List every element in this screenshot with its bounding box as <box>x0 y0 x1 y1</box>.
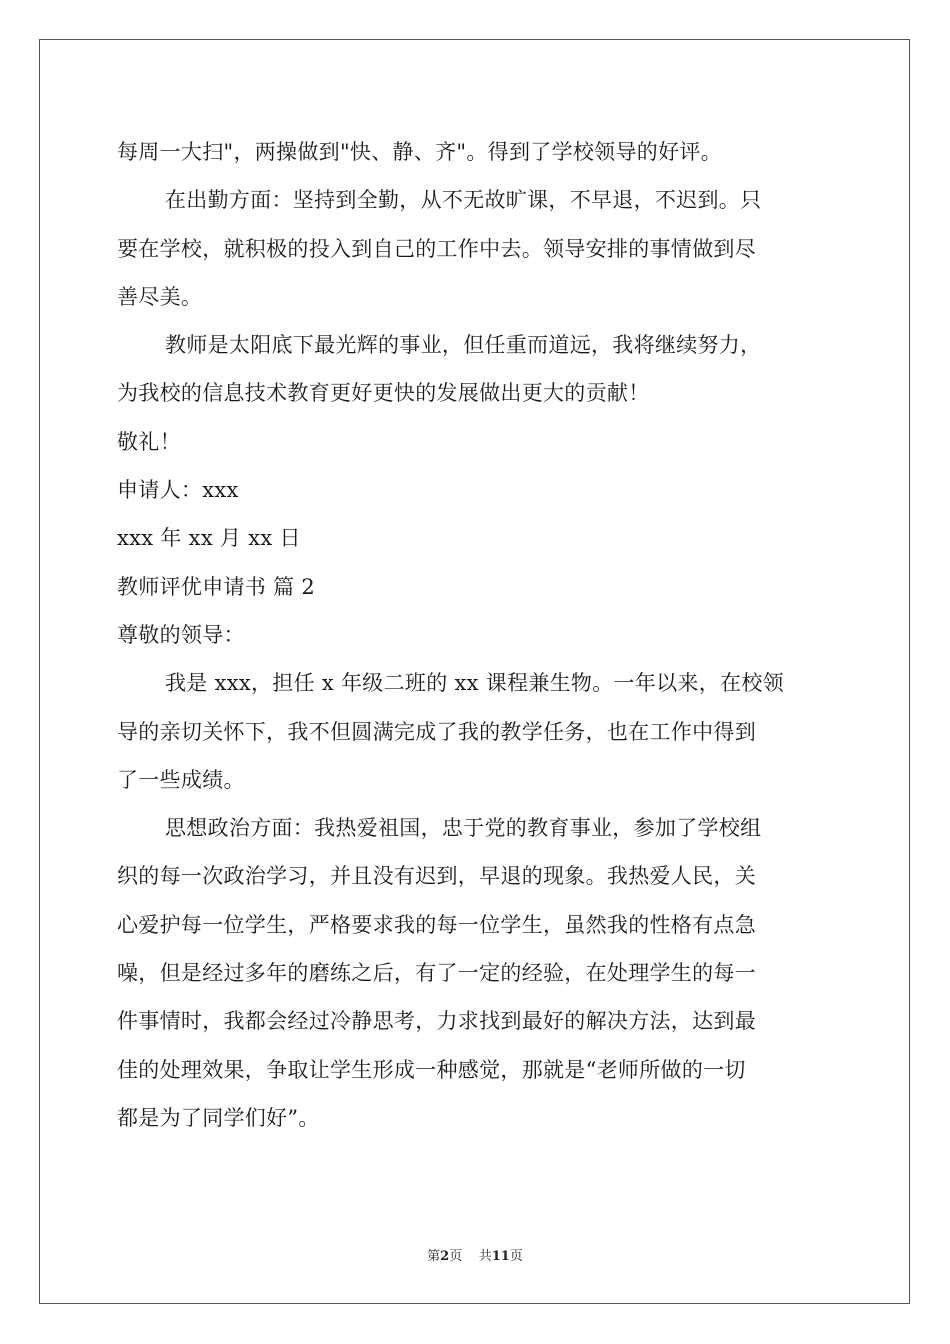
text-line: 在出勤方面：坚持到全勤，从不无故旷课，不早退，不迟到。只 <box>165 188 762 213</box>
document-body <box>117 128 833 1142</box>
page-footer <box>0 1245 950 1264</box>
text-line: 织的每一次政治学习，并且没有迟到，早退的现象。我热爱人民，关 <box>117 864 756 889</box>
text-line: 教师是太阳底下最光辉的事业，但任重而道远，我将继续努力， <box>165 333 762 358</box>
text-line: 要在学校，就积极的投入到自己的工作中去。领导安排的事情做到尽 <box>117 236 756 261</box>
section-title: 教师评优申请书 篇 2 <box>117 574 316 599</box>
applicant-line: 申请人：xxx <box>117 478 239 503</box>
text-line: 都是为了同学们好”。 <box>117 1105 320 1130</box>
page-suffix: 页 <box>449 1249 463 1264</box>
text-line: 了一些成绩。 <box>117 767 245 792</box>
salutation-closing: 敬礼！ <box>117 429 181 454</box>
text-line: 导的亲切关怀下，我不但圆满完成了我的教学任务，也在工作中得到 <box>117 719 756 744</box>
text-line: 善尽美。 <box>117 284 203 309</box>
text-line: 我是 xxx，担任 x 年级二班的 xx 课程兼生物。一年以来，在校领 <box>165 671 784 696</box>
salutation-opening: 尊敬的领导： <box>117 622 245 647</box>
total-prefix: 共 <box>478 1249 492 1264</box>
text-line: 件事情时，我都会经过冷静思考，力求找到最好的解决方法，达到最 <box>117 1009 756 1034</box>
page-prefix: 第 <box>427 1249 441 1264</box>
text-line: 佳的处理效果，争取让学生形成一种感觉，那就是“老师所做的一切 <box>117 1057 746 1082</box>
text-line: 噪，但是经过多年的磨练之后，有了一定的经验，在处理学生的每一 <box>117 961 756 986</box>
text-line: 为我校的信息技术教育更好更快的发展做出更大的贡献！ <box>117 381 650 406</box>
text-line: 每周一大扫"，两操做到"快、静、齐"。得到了学校领导的好评。 <box>117 140 722 164</box>
page-total: 11 <box>491 1249 510 1264</box>
date-line: xxx 年 xx 月 xx 日 <box>117 526 301 551</box>
text-line: 思想政治方面：我热爱祖国，忠于党的教育事业，参加了学校组 <box>165 816 762 841</box>
total-suffix: 页 <box>509 1249 523 1264</box>
page-current: 2 <box>440 1249 450 1264</box>
text-line: 心爱护每一位学生，严格要求我的每一位学生，虽然我的性格有点急 <box>117 912 756 937</box>
